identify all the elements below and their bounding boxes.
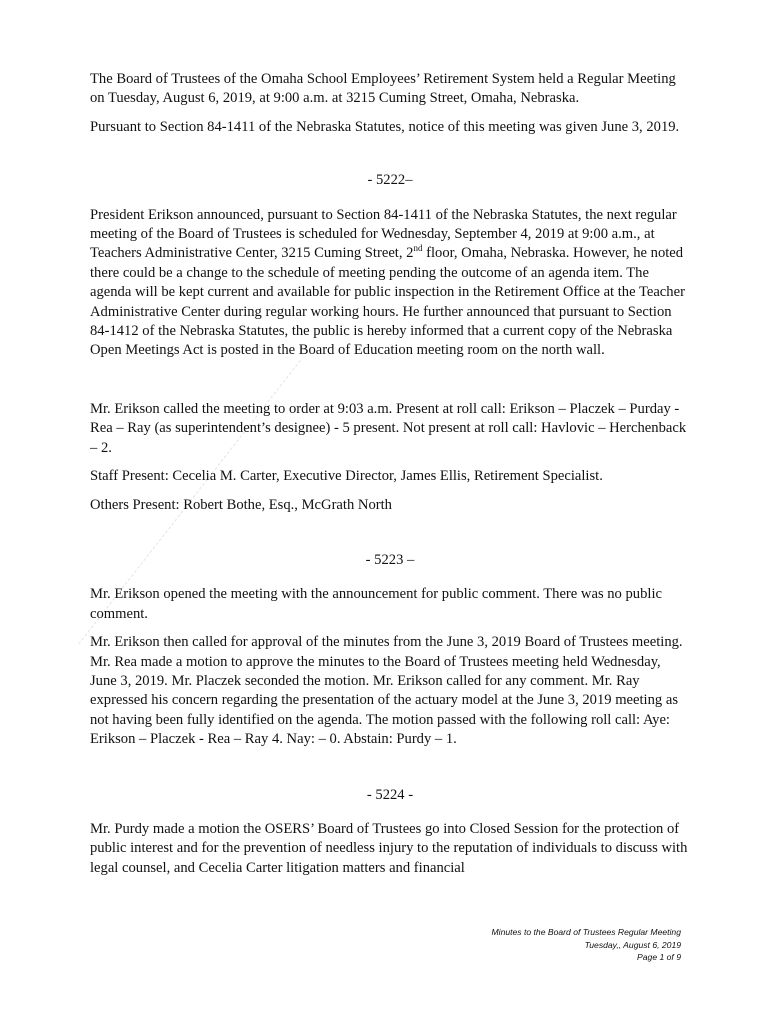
others-present-paragraph: Others Present: Robert Bothe, Esq., McGrath North (90, 496, 392, 513)
intro-paragraph: The Board of Trustees of the Omaha School Employees’ Retirement System held a Regular Meeting on Tuesday, August 6, 2019, at 9:00 a.m. at 3215 Cuming Street, Omaha, Nebraska. (90, 71, 676, 107)
public-comment-paragraph: Mr. Erikson opened the meeting with the announcement for public comment. There was no public comment. (90, 586, 662, 622)
roll-call-paragraph: Mr. Erikson called the meeting to order at 9:03 a.m. Present at roll call: Erikson – Placzek – Purday - Rea – Ray (as superintendent’s designee) - 5 present. Not present at roll call: Havlovic – Herchenback – 2. (90, 400, 687, 456)
staff-present-paragraph: Staff Present: Cecelia M. Carter, Executive Director, James Ellis, Retirement Specialist. (90, 468, 603, 485)
page-footer (492, 926, 681, 964)
footer-date: Tuesday,, August 6, 2019 (584, 939, 681, 950)
section-number-5222: - 5222– (367, 172, 413, 189)
paragraph-gap (90, 370, 690, 400)
section-number-5223: - 5223 – (365, 551, 415, 568)
announcement-text-a: President Erikson announced, pursuant to Section 84-1411 of the Nebraska Statutes, the next regular meeting of the Board of Trustees is scheduled for Wednesday, September 4, 2019 at 9:00 a.m., at Teachers Administrative Center, 3215 Cuming Street, 2 (90, 206, 677, 262)
closed-session-paragraph: Mr. Purdy made a motion the OSERS’ Board of Trustees go into Closed Session for the protection of public interest and for the prevention of needless injury to the reputation of individuals to discuss with legal counsel, and Cecelia Carter litigation matters and financial (90, 820, 688, 876)
footer-page-number: Page 1 of 9 (637, 952, 681, 962)
minutes-approval-paragraph: Mr. Erikson then called for approval of the minutes from the June 3, 2019 Board of Trustees meeting. Mr. Rea made a motion to approve the minutes to the Board of Trustees meeting held Wednesday, June 3, 2019. Mr. Placzek seconded the motion. Mr. Erikson called for any comment. Mr. Ray expressed his concern regarding the presentation of the actuary model at the June 3, 2019 meeting as not having been fully identified on the agenda. The motion passed with the following roll call: Aye: Erikson – Placzek - Rea – Ray 4. Nay: – 0. Abstain: Purdy – 1. (90, 634, 683, 748)
section-number-5224: - 5224 - (366, 786, 414, 803)
document-body (90, 70, 690, 887)
ordinal-superscript: nd (413, 243, 423, 254)
announcement-paragraph (90, 206, 690, 361)
footer-title: Minutes to the Board of Trustees Regular Meeting (491, 927, 681, 937)
notice-paragraph: Pursuant to Section 84-1411 of the Nebraska Statutes, notice of this meeting was given June 3, 2019. (90, 118, 680, 135)
announcement-text-b: floor, Omaha, Nebraska. However, he noted there could be a change to the schedule of meeting pending the outcome of an agenda item. The agenda will be kept current and available for public inspection in the Retirement Office at the Teacher Administrative Center during regular working hours. He further announced that pursuant to Section 84-1412 of the Nebraska Statutes, the public is hereby informed that a current copy of the Nebraska Open Meetings Act is posted in the Board of Education meeting room on the north wall. (90, 245, 685, 359)
